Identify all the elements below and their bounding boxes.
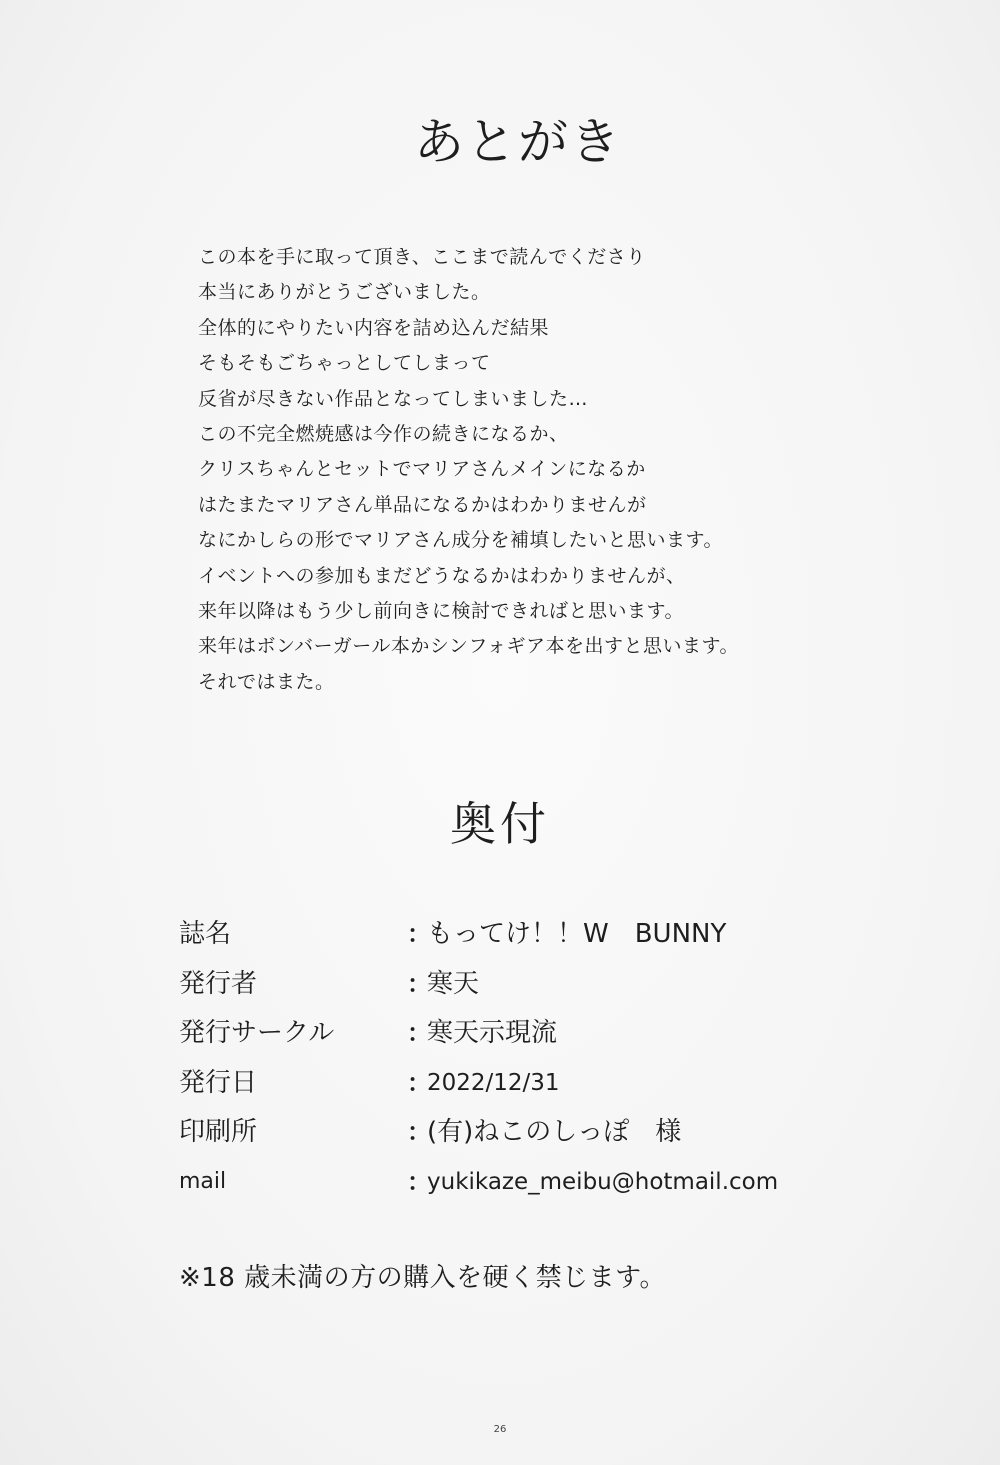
colophon-value: (有)ねこのしっぽ 様	[427, 1117, 682, 1147]
afterword-title: あとがき	[414, 113, 622, 171]
afterword-line: 来年はボンバーガール本かシンフォギア本を出すと思います。	[198, 635, 739, 658]
colophon-colon: ：	[407, 1118, 431, 1146]
afterword-body	[198, 240, 818, 700]
colophon-row-title	[179, 912, 819, 962]
colophon-row-mail	[179, 1160, 819, 1210]
afterword-line: なにかしらの形でマリアさん成分を補填したいと思います。	[198, 529, 723, 552]
colophon-colon: ：	[407, 969, 431, 998]
afterword-line: 全体的にやりたい内容を詰め込んだ結果	[198, 316, 550, 339]
colophon-title: 奥付	[450, 797, 550, 851]
colophon-table	[179, 912, 819, 1209]
colophon-label: 発行者	[179, 968, 258, 999]
colophon-row-printer	[179, 1110, 819, 1160]
colophon-colon: ：	[407, 1068, 431, 1097]
afterword-line: はたまたマリアさん単品になるかはわかりませんが	[198, 493, 647, 516]
page-number: 26	[493, 1424, 507, 1435]
colophon-label: 発行日	[179, 1067, 258, 1098]
colophon-value: 寒天示現流	[427, 1018, 558, 1048]
afterword-line: それではまた。	[198, 670, 335, 693]
afterword-line: 来年以降はもう少し前向きに検討できればと思います。	[198, 600, 684, 623]
afterword-line: この不完全燃焼感は今作の続きになるか、	[198, 423, 569, 446]
colophon-label: 誌名	[179, 919, 232, 949]
colophon-email: yukikaze_meibu@hotmail.com	[427, 1168, 779, 1195]
colophon-label: 発行サークル	[179, 1018, 335, 1048]
colophon-value: 寒天	[427, 968, 480, 999]
colophon-label: 印刷所	[179, 1117, 258, 1147]
afterword-line: 反省が尽きない作品となってしまいました…	[198, 387, 589, 410]
colophon-label: mail	[179, 1168, 227, 1194]
afterword-line: この本を手に取って頂き、ここまで読んでくださり	[198, 246, 646, 268]
colophon-row-publisher	[179, 962, 819, 1012]
colophon-value: もってけ！！W BUNNY	[427, 919, 727, 949]
afterword-line: クリスちゃんとセットでマリアさんメインになるか	[198, 458, 646, 481]
age-restriction-notice: ※18 歳未満の方の購入を硬く禁じます。	[179, 1263, 667, 1293]
colophon-row-date	[179, 1061, 819, 1111]
afterword-line: 本当にありがとうございました。	[198, 281, 491, 304]
colophon-colon: ：	[407, 1167, 431, 1196]
afterword-line: イベントへの参加もまだどうなるかはわかりませんが、	[198, 564, 686, 587]
colophon-value: 2022/12/31	[427, 1069, 560, 1096]
colophon-colon: ：	[407, 1019, 431, 1047]
colophon-colon: ：	[407, 920, 431, 948]
colophon-row-circle	[179, 1011, 819, 1061]
afterword-line: そもそもごちゃっとしてしまって	[198, 352, 491, 375]
